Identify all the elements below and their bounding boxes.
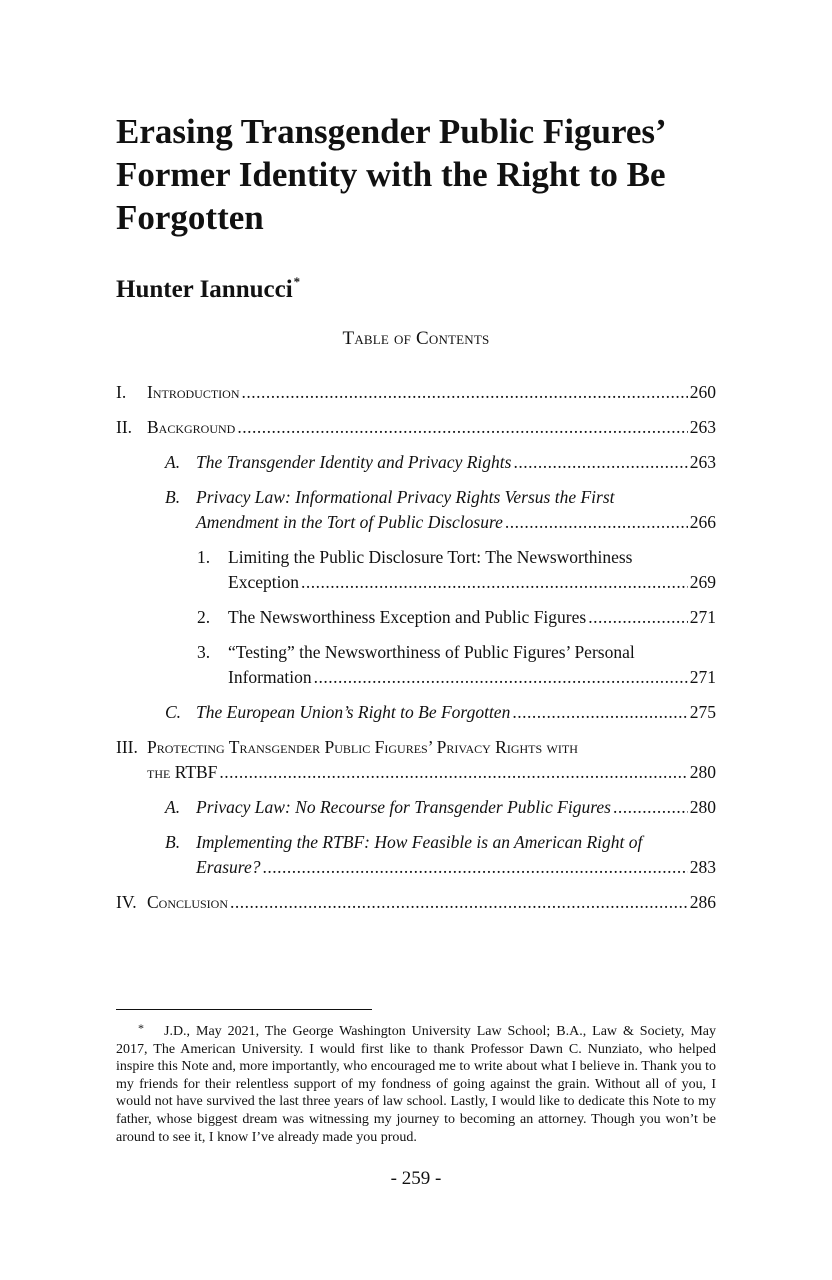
toc-entry-title-line-2: Exception bbox=[228, 572, 299, 592]
toc-entry-title-line-1: Limiting the Public Disclosure Tort: The Newsworthiness bbox=[228, 547, 633, 567]
toc-entry-title: Conclusion bbox=[147, 892, 229, 912]
toc-entry-title-line-2: Erasure? bbox=[196, 857, 261, 877]
dot-leader bbox=[242, 380, 688, 405]
toc-entry-limiting-disclosure bbox=[116, 545, 716, 595]
toc-entry-title-line-2: Information bbox=[228, 667, 312, 687]
toc-entry-page: 280 bbox=[689, 762, 716, 782]
toc-entry-label: III. bbox=[116, 737, 138, 757]
toc-entry-title: The European Union’s Right to Be Forgotten bbox=[196, 702, 511, 722]
footnote-mark: * bbox=[138, 1021, 144, 1035]
dot-leader bbox=[512, 700, 687, 725]
toc-entry-label: A. bbox=[165, 797, 181, 817]
author-name: Hunter Iannucci bbox=[116, 276, 293, 303]
toc-entry-testing-newsworthiness bbox=[116, 640, 716, 690]
toc-entry-page: 260 bbox=[689, 382, 716, 402]
dot-leader bbox=[513, 450, 687, 475]
toc-entry-page: 283 bbox=[689, 857, 716, 877]
footnote-text: J.D., May 2021, The George Washington University Law School; B.A., Law & Society, May 2017, The American University. I would first like to thank Professor Dawn C. Nunziato, who helped inspire this Note and, more importantly, who encouraged me to write about what I believe in. Thank you to my friends for their relentless support of my fondness of going against the grain. Without all of you, I would not have survived the last three years of law school. Lastly, I would like to dedicate this Note to my father, whose biggest dream was witnessing my journey to becoming an attorney. Though you won’t be around to see it, I know I’ve already made you proud. bbox=[116, 1024, 716, 1145]
toc-entry-title-line-2: the RTBF bbox=[147, 762, 218, 782]
toc-entry-label: 2. bbox=[197, 607, 211, 627]
toc-entry-title-line-1: Implementing the RTBF: How Feasible is an American Right of bbox=[196, 832, 643, 852]
toc-entry-label: B. bbox=[165, 832, 181, 852]
toc-entry-label: A. bbox=[165, 452, 181, 472]
table-of-contents bbox=[116, 380, 716, 915]
toc-entry-no-recourse bbox=[116, 795, 716, 820]
toc-entry-title-line-1: Protecting Transgender Public Figures’ Privacy Rights with bbox=[147, 737, 578, 757]
toc-entry-introduction bbox=[116, 380, 716, 405]
toc-entry-label: C. bbox=[165, 702, 182, 722]
dot-leader bbox=[301, 570, 688, 595]
toc-entry-page: 263 bbox=[689, 417, 716, 437]
toc-entry-title-line-2: Amendment in the Tort of Public Disclosure bbox=[196, 512, 503, 532]
toc-entry-page: 269 bbox=[689, 572, 716, 592]
toc-entry-title: Background bbox=[147, 417, 236, 437]
toc-entry-title: The Newsworthiness Exception and Public Figures bbox=[228, 607, 587, 627]
toc-entry-implementing-rtbf bbox=[116, 830, 716, 880]
toc-entry-page: 271 bbox=[689, 607, 716, 627]
toc-entry-title: The Transgender Identity and Privacy Rights bbox=[196, 452, 512, 472]
toc-entry-privacy-law bbox=[116, 485, 716, 535]
toc-entry-label: 3. bbox=[197, 642, 211, 662]
dot-leader bbox=[230, 890, 688, 915]
dot-leader bbox=[314, 665, 688, 690]
dot-leader bbox=[263, 855, 688, 880]
dot-leader bbox=[588, 605, 688, 630]
toc-entry-page: 280 bbox=[689, 797, 716, 817]
toc-entry-transgender-identity bbox=[116, 450, 716, 475]
toc-heading: Table of Contents bbox=[342, 328, 490, 349]
toc-entry-label: I. bbox=[116, 382, 127, 402]
dot-leader bbox=[613, 795, 688, 820]
toc-entry-label: IV. bbox=[116, 892, 137, 912]
toc-entry-eu-right-to-be-forgotten bbox=[116, 700, 716, 725]
toc-entry-title: Introduction bbox=[147, 382, 240, 402]
author-line bbox=[116, 274, 300, 304]
toc-entry-label: 1. bbox=[197, 547, 211, 567]
author-footnote-mark: * bbox=[293, 274, 301, 289]
footnote-separator bbox=[116, 1009, 372, 1010]
toc-entry-title-line-1: Privacy Law: Informational Privacy Rights Versus the First bbox=[196, 487, 615, 507]
toc-entry-title: Privacy Law: No Recourse for Transgender Public Figures bbox=[196, 797, 611, 817]
toc-entry-background bbox=[116, 415, 716, 440]
article-title: Erasing Transgender Public Figures’ Former Identity with the Right to Be Forgotten bbox=[116, 112, 666, 237]
page-number: - 259 - bbox=[390, 1168, 442, 1189]
toc-entry-page: 286 bbox=[689, 892, 716, 912]
toc-entry-label: II. bbox=[116, 417, 133, 437]
author-footnote bbox=[116, 1020, 716, 1146]
toc-entry-protecting-privacy bbox=[116, 735, 716, 785]
toc-entry-page: 271 bbox=[689, 667, 716, 687]
toc-entry-conclusion bbox=[116, 890, 716, 915]
toc-entry-label: B. bbox=[165, 487, 181, 507]
dot-leader bbox=[505, 510, 688, 535]
toc-entry-page: 266 bbox=[689, 512, 716, 532]
toc-entry-newsworthiness-public-figures bbox=[116, 605, 716, 630]
dot-leader bbox=[219, 760, 687, 785]
toc-entry-page: 263 bbox=[689, 452, 716, 472]
toc-entry-title-line-1: “Testing” the Newsworthiness of Public Figures’ Personal bbox=[228, 642, 635, 662]
dot-leader bbox=[237, 415, 687, 440]
toc-entry-page: 275 bbox=[689, 702, 716, 722]
